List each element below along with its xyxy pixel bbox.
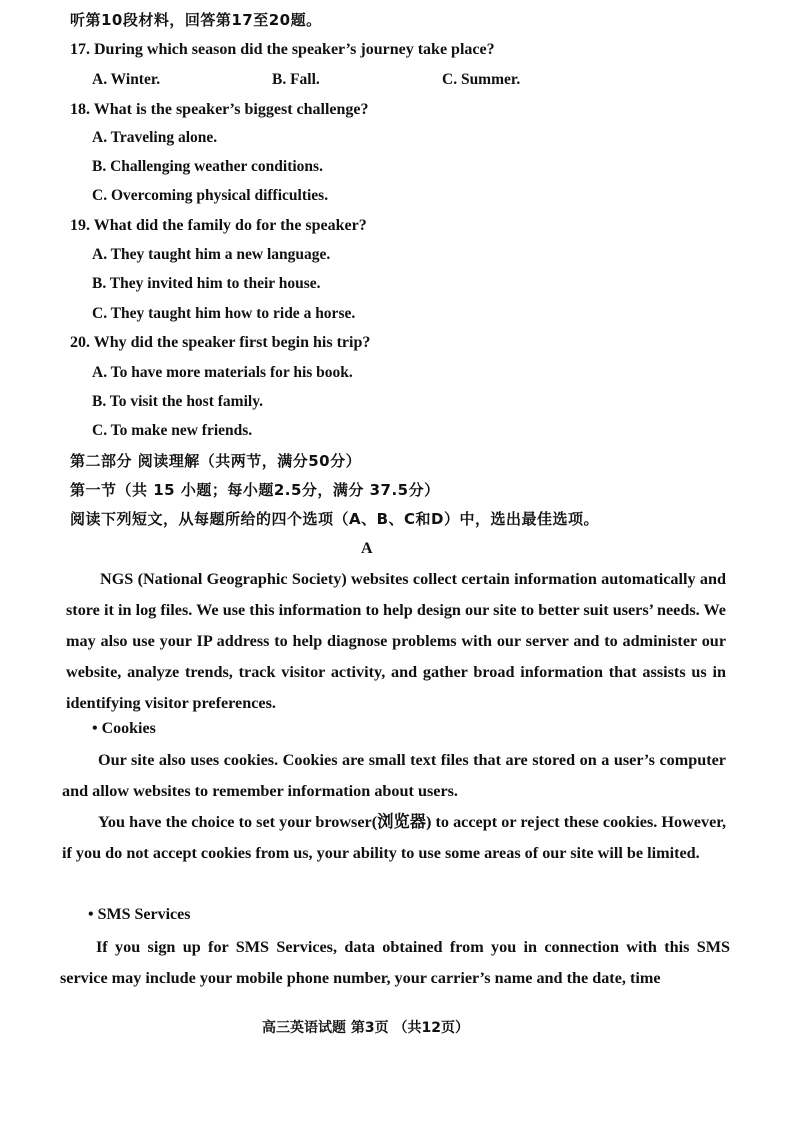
- passage-paragraph-4: If you sign up for SMS Services, data obtained from you in connection with this SMS service may include your mobile phone number, your carrier’s name and the date, time: [60, 938, 730, 987]
- question-20-option-c: C. To make new friends.: [92, 422, 253, 439]
- question-19-option-a: A. They taught him a new language.: [92, 246, 331, 263]
- part2-title: 第二部分 阅读理解（共两节，满分50分）: [70, 452, 362, 470]
- question-19-stem: 19. What did the family do for the speaker?: [70, 217, 367, 234]
- question-18-option-c: C. Overcoming physical difficulties.: [92, 187, 329, 204]
- question-18-stem: 18. What is the speaker’s biggest challenge?: [70, 101, 369, 118]
- question-17-stem: 17. During which season did the speaker’s journey take place?: [70, 41, 495, 58]
- listening-intro: 听第10段材料，回答第17至20题。: [70, 11, 322, 29]
- question-19-option-b: B. They invited him to their house.: [92, 275, 321, 292]
- question-19-option-c: C. They taught him how to ride a horse.: [92, 305, 356, 322]
- question-18-option-a: A. Traveling alone.: [92, 129, 218, 146]
- question-17-option-c: C. Summer.: [442, 71, 521, 88]
- section1-title: 第一节（共 15 小题；每小题2.5分，满分 37.5分）: [70, 481, 440, 499]
- question-17-option-a: A. Winter.: [92, 71, 161, 88]
- page-footer: 高三英语试题 第3页 （共12页）: [262, 1020, 469, 1036]
- question-20-option-b: B. To visit the host family.: [92, 393, 263, 410]
- question-20-option-a: A. To have more materials for his book.: [92, 364, 353, 381]
- passage-paragraph-2: Our site also uses cookies. Cookies are small text files that are stored on a user’s computer and allow websites to remember information about users.: [62, 751, 726, 800]
- question-20-stem: 20. Why did the speaker first begin his trip?: [70, 334, 371, 351]
- question-17-option-b: B. Fall.: [272, 71, 320, 88]
- bullet-cookies: • Cookies: [92, 720, 156, 737]
- passage-paragraph-3: You have the choice to set your browser(浏览器) to accept or reject these cookies. However, if you do not accept cookies from us, your ability to use some areas of our site will be limited.: [62, 813, 726, 862]
- question-18-option-b: B. Challenging weather conditions.: [92, 158, 323, 175]
- reading-instruction: 阅读下列短文，从每题所给的四个选项（A、B、C和D）中，选出最佳选项。: [70, 510, 600, 528]
- passage-label: A: [361, 540, 373, 557]
- bullet-sms-services: • SMS Services: [88, 906, 191, 923]
- passage-paragraph-1: NGS (National Geographic Society) websites collect certain information automatically and store it in log files. We use this information to help design our site to better suit users’ needs. We may also use your IP address to help diagnose problems with our server and to administer our website, analyze trends, track visitor activity, and gather broad information that assists us in identifying visitor preferences.: [66, 570, 726, 712]
